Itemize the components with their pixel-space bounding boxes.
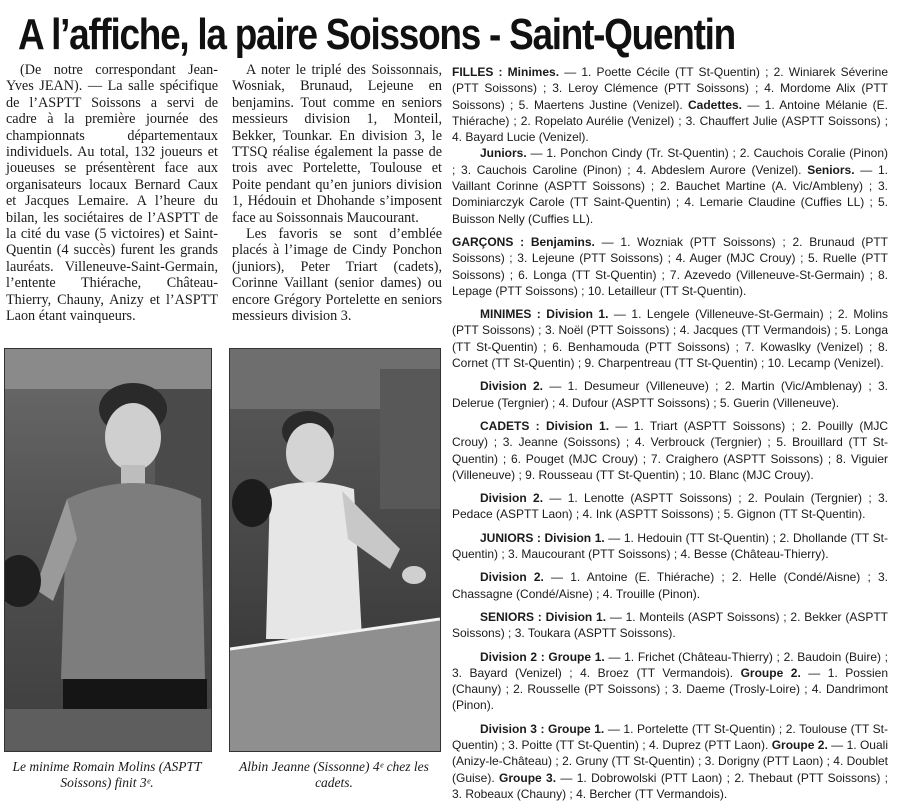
category-heading: Division 2 : Groupe 1. [480,649,605,664]
results-text: — 1. Hedouin (TT St-Quentin) ; 2. Dhollande (TT St-Quentin) ; 3. Maucourant (PTT Soissons) ; 4. Besse (Château-Thierry). [452,530,888,562]
results-text: — 1. Frichet (Château-Thierry) ; 2. Baudoin (Buire) ; 3. Bayard (Venizel) ; 4. Broez (TT Vermandois). [452,649,889,680]
results-block [452,490,888,523]
results-paragraph [452,490,888,523]
category-heading: Groupe 2. [771,737,828,752]
results-block [452,530,888,563]
results-text: — 1. Poette Cécile (TT St-Quentin) ; 2. Winiarek Séverine (PTT Soissons) ; 3. Leroy Clémence (PTT Soissons) ; 4. Mordome Alix (PTT Soissons) ; 5. Maertens Justine (Venizel). [452,65,888,112]
results-paragraph [452,418,888,483]
results-text: — 1. Ponchon Cindy (Tr. St-Quentin) ; 2. Cauchois Coralie (Pinon) ; 3. Cauchois Caroline (Pinon) ; 4. Abdeslem Aurore (Venizel). [452,146,888,177]
article-paragraph: (De notre correspondant Jean-Yves JEAN). — La salle spécifique de l’ASPTT Soissons a servi de cadre à la première journée des championnats départementaux individuels. Au total, 132 joueurs et joueuses se présentèrent face aux organisateurs locaux Bernard Caux et Jacques Lemaire. A l’heure du bilan, les sociétaires de l’ASPTT de la cité du vase (5 victoires) et Saint-Quentin (4 succès) furent les grands lauréats. Villeneuve-Saint-Germain, l’entente Thiérache, Château-Thierry, Chauny, Anizy et l’ASPTT Laon étant vainqueurs. [6,62,218,325]
results-text: — 1. Possien (Chauny) ; 2. Rousselle (PT Soissons) ; 3. Daeme (Trosly-Loire) ; 4. Dandrimont (Pinon). [452,665,888,713]
results-paragraph [452,145,888,226]
results-text: — 1. Lengele (Villeneuve-St-Germain) ; 2. Molins (PTT Soissons) ; 3. Noël (PTT Soissons) ; 4. Jacques (TT Vermandois) ; 5. Longa (TT St-Quentin) ; 6. Benhamouda (PTT Soissons) ; 7. Kowaslky (Venizel) ; 8. Cornet (TT St-Quentin) ; 9. Charpentreau (TT St-Quentin) ; 10. Lecamp (Venizel). [452,307,889,371]
results-block [452,306,888,371]
results-text: — 1. Portelette (TT St-Quentin) ; 2. Toulouse (TT St-Quentin) ; 3. Poitte (TT St-Quentin) ; 4. Duprez (PTT Laon). [452,721,889,752]
article-column-2 [232,62,442,325]
photo-romain-molins [4,348,212,752]
results-paragraph [452,569,888,602]
results-text: — 1. Lenotte (ASPTT Soissons) ; 2. Poulain (Tergnier) ; 3. Pedace (ASPTT Laon) ; 4. Ink (ASPTT Soissons) ; 5. Gignon (TT St-Quentin). [452,491,888,522]
results-paragraph [452,378,888,411]
results-text: — 1. Wozniak (PTT Soissons) ; 2. Brunaud (PTT Soissons) ; 3. Lejeune (PTT Soissons) ; 4. Auger (MJC Crouy) ; 5. Ruelle (PTT Soissons) ; 6. Longa (TT St-Quentin) ; 7. Azevedo (Villeneuve-St-Germain) ; 8. Lepage (PTT Soissons) ; 10. Letailleur (TT St-Quentin). [452,234,888,298]
results-text: — 1. Dobrowolski (PTT Laon) ; 2. Thebaut (PTT Soissons) ; 3. Robeaux (Chauny) ; 4. Bercher (TT Vermandois). [452,770,889,801]
photo-romain-molins-image [5,349,211,751]
category-heading: SENIORS : Division 1. [480,609,607,624]
results-block [452,418,888,483]
results-block [452,649,888,714]
category-heading: Juniors. [480,146,527,161]
results-paragraph [452,530,888,563]
article-paragraph: A noter le triplé des Soissonnais, Wosniak, Brunaud, Lejeune en benjamins. Tout comme en seniors messieurs division 1, Monteil, Bekker, Tounkar. En division 3, le TTSQ réalise également la passe de trois avec Portelette, Toulouse et Poite pendant qu’en juniors division 1, Hédouin et Dhohande s’imposent face au Soissonnais Maucourant. [232,62,442,226]
results-column [452,64,888,809]
category-heading: Seniors. [807,162,855,177]
results-text: — 1. Antoine Mélanie (E. Thiérache) ; 2. Ropelato Aurélie (Venizel) ; 3. Chauffert Julie (ASPTT Soissons) ; 4. Bayard Lucie (Venizel). [452,97,888,145]
results-paragraph [452,649,888,714]
category-heading: Cadettes. [687,97,743,112]
photo-albin-jeanne-image [230,349,440,751]
category-heading: FILLES : Minimes. [452,65,560,79]
results-paragraph [452,721,888,802]
results-paragraph [452,64,888,145]
results-block [452,234,888,299]
results-block [452,609,888,642]
results-paragraph [452,234,888,299]
category-heading: Division 3 : Groupe 1. [480,721,605,736]
results-block [452,378,888,411]
category-heading: MINIMES : Division 1. [480,307,609,322]
category-heading: Groupe 3. [499,770,557,785]
results-block [452,64,888,227]
results-paragraph [452,609,888,642]
article-column-1 [6,62,218,325]
results-text: — 1. Desumeur (Villeneuve) ; 2. Martin (Vic/Amblenay) ; 3. Delerue (Tergnier) ; 4. Dufour (ASPTT Soissons) ; 5. Guerin (Villeneuve). [452,379,888,410]
category-heading: Division 2. [480,491,544,506]
article-paragraph: Les favoris se sont d’emblée placés à l’image de Cindy Ponchon (juniors), Peter Triart (cadets), Corinne Vaillant (senior dames) ou encore Grégory Portelette en seniors messieurs division 3. [232,226,442,325]
results-text: — 1. Monteils (ASPT Soissons) ; 2. Bekker (ASPTT Soissons) ; 3. Toukara (ASPTT Soissons). [452,609,888,641]
headline: A l’affiche, la paire Soissons - Saint-Quentin [18,10,735,59]
results-text: — 1. Ouali (Anizy-le-Château) ; 2. Gruny (TT St-Quentin) ; 3. Dorigny (PTT Laon) ; 4. Doublet (Guise). [452,737,888,785]
photo-caption-2: Albin Jeanne (Sissonne) 4ᵉ chez les cadets. [239,759,429,790]
category-heading: CADETS : Division 1. [480,418,610,433]
results-text: — 1. Antoine (E. Thiérache) ; 2. Helle (Condé/Aisne) ; 3. Chassagne (Condé/Aisne) ; 4. Trouille (Pinon). [452,570,888,601]
photo-albin-jeanne [229,348,441,752]
results-text: — 1. Triart (ASPTT Soissons) ; 2. Pouilly (MJC Crouy) ; 3. Jeanne (Soissons) ; 4. Verbrouck (Tergnier) ; 5. Brouillard (TT St-Quentin) ; 6. Pouget (MJC Crouy) ; 7. Craighero (ASPTT Soissons) ; 8. Viguier (Villeneuve) ; 9. Rousseau (TT St-Quentin) ; 10. Blanc (MJC Crouy). [452,418,888,482]
photo-caption-1: Le minime Romain Molins (ASPTT Soissons) finit 3ᵉ. [12,759,202,790]
results-block [452,721,888,802]
category-heading: JUNIORS : Division 1. [480,530,605,545]
results-block [452,569,888,602]
results-text: — 1. Vaillant Corinne (ASPTT Soissons) ; 2. Bauchet Martine (A. Vic/Ambleny) ; 3. Dominiarczyk Carole (TT Saint-Quentin) ; 4. Lemarie Claudine (Cuffies LL) ; 5. Buisson Nelly (Cuffies LL). [452,162,888,226]
category-heading: Groupe 2. [740,665,801,680]
category-heading: GARÇONS : Benjamins. [452,234,595,249]
category-heading: Division 2. [480,379,544,394]
category-heading: Division 2. [480,570,544,585]
results-paragraph [452,306,888,371]
